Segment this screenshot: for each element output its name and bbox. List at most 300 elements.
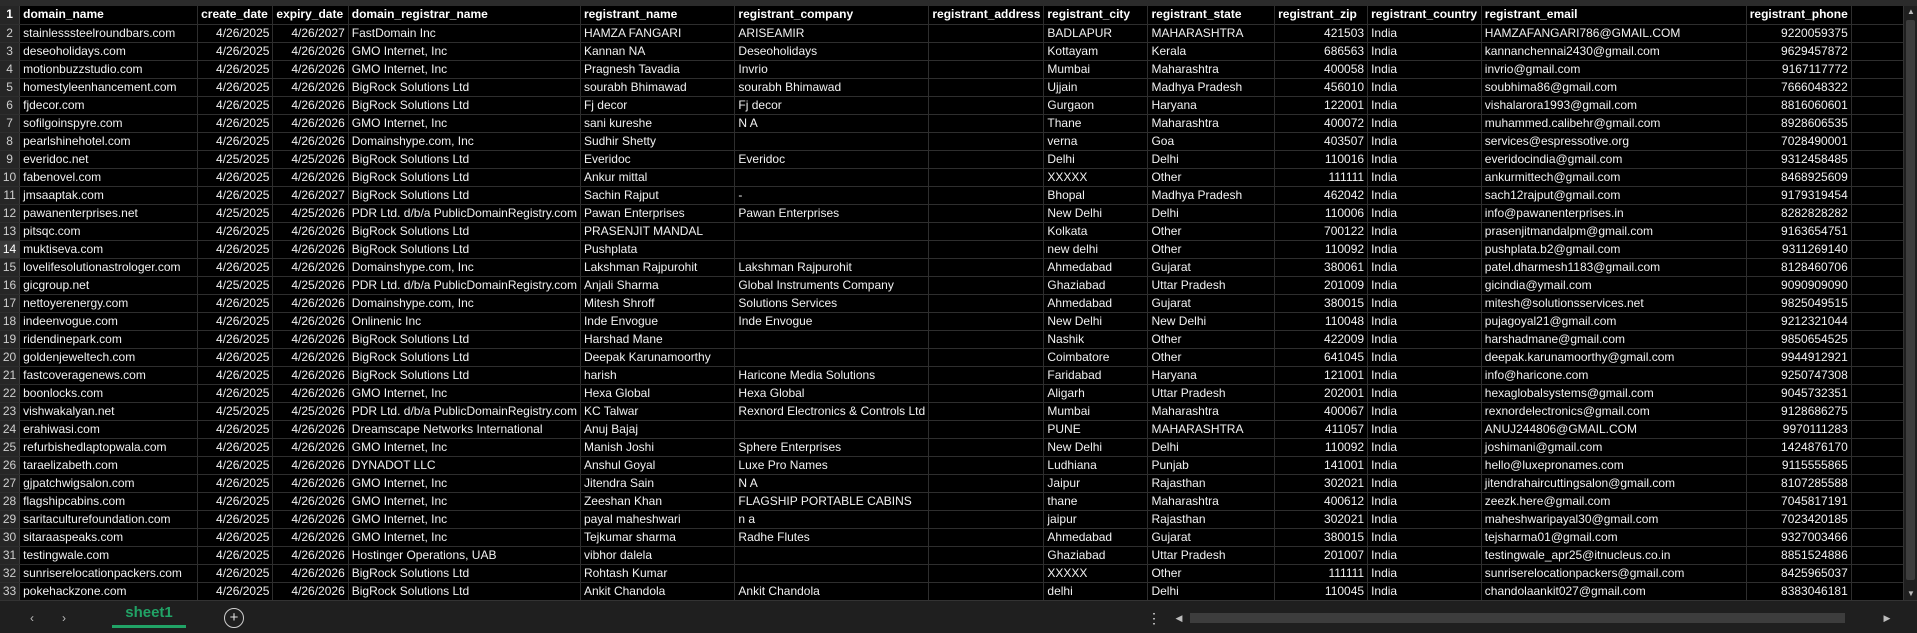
table-cell[interactable]: hello@luxepronames.com [1481,456,1746,474]
table-cell[interactable]: Manish Joshi [580,438,734,456]
table-cell[interactable]: pearlshinehotel.com [20,132,198,150]
table-cell[interactable]: testingwale_apr25@itnucleus.co.in [1481,546,1746,564]
table-cell[interactable]: kannanchennai2430@gmail.com [1481,42,1746,60]
table-cell[interactable]: 8928606535 [1746,114,1851,132]
table-cell[interactable]: Haricone Media Solutions [735,366,929,384]
scroll-left-icon[interactable]: ◀ [1175,613,1183,623]
table-cell[interactable]: Faridabad [1044,366,1148,384]
row-number[interactable]: 8 [0,132,20,150]
row-number[interactable]: 21 [0,366,20,384]
table-cell[interactable]: 1424876170 [1746,438,1851,456]
table-cell[interactable]: everidocindia@gmail.com [1481,150,1746,168]
table-cell[interactable]: gicindia@ymail.com [1481,276,1746,294]
table-cell[interactable]: jitendrahaircuttingsalon@gmail.com [1481,474,1746,492]
row-number[interactable]: 18 [0,312,20,330]
table-cell[interactable]: 9327003466 [1746,528,1851,546]
table-cell[interactable]: Anshul Goyal [580,456,734,474]
table-cell[interactable]: 400067 [1275,402,1368,420]
table-cell[interactable]: Tejkumar sharma [580,528,734,546]
table-cell[interactable]: pujagoyal21@gmail.com [1481,312,1746,330]
table-cell[interactable]: 111111 [1275,168,1368,186]
table-cell[interactable]: Aligarh [1044,384,1148,402]
column-header-cell[interactable]: registrant_company [735,6,929,24]
table-cell[interactable]: patel.dharmesh1183@gmail.com [1481,258,1746,276]
table-cell[interactable]: India [1368,240,1482,258]
row-number[interactable]: 27 [0,474,20,492]
table-cell[interactable]: India [1368,150,1482,168]
table-cell[interactable]: 8282828282 [1746,204,1851,222]
table-cell[interactable]: 4/26/2025 [198,438,273,456]
row-number[interactable]: 10 [0,168,20,186]
table-cell[interactable]: BADLAPUR [1044,24,1148,42]
column-header-cell[interactable]: registrant_state [1148,6,1275,24]
table-cell[interactable] [929,366,1044,384]
table-cell[interactable]: 4/26/2025 [198,456,273,474]
table-cell[interactable]: soubhima86@gmail.com [1481,78,1746,96]
table-cell[interactable]: 9311269140 [1746,240,1851,258]
column-header-cell[interactable]: registrant_country [1368,6,1482,24]
table-cell[interactable]: 8468925609 [1746,168,1851,186]
table-cell[interactable]: India [1368,402,1482,420]
table-cell[interactable]: 380015 [1275,294,1368,312]
table-cell[interactable]: zeezk.here@gmail.com [1481,492,1746,510]
table-cell[interactable] [929,96,1044,114]
table-cell[interactable]: Inde Envogue [580,312,734,330]
table-cell[interactable]: Mumbai [1044,402,1148,420]
table-cell[interactable] [929,528,1044,546]
table-cell[interactable]: 4/26/2026 [273,168,348,186]
table-cell[interactable]: harish [580,366,734,384]
table-cell[interactable]: sitaraaspeaks.com [20,528,198,546]
table-cell[interactable] [929,78,1044,96]
table-cell[interactable]: BigRock Solutions Ltd [348,366,580,384]
table-cell[interactable]: Kottayam [1044,42,1148,60]
table-cell[interactable]: India [1368,276,1482,294]
table-cell[interactable]: 4/26/2025 [198,78,273,96]
table-cell[interactable]: Gujarat [1148,528,1275,546]
table-cell[interactable]: Pragnesh Tavadia [580,60,734,78]
table-cell[interactable] [929,348,1044,366]
table-cell[interactable]: 9970111283 [1746,420,1851,438]
table-cell[interactable]: 700122 [1275,222,1368,240]
table-cell[interactable]: 4/26/2025 [198,582,273,600]
table-cell[interactable]: 121001 [1275,366,1368,384]
table-cell[interactable]: joshimani@gmail.com [1481,438,1746,456]
table-cell[interactable]: India [1368,564,1482,582]
row-number[interactable]: 25 [0,438,20,456]
table-cell[interactable]: 380061 [1275,258,1368,276]
table-cell[interactable]: Hexa Global [735,384,929,402]
table-cell[interactable] [929,474,1044,492]
table-cell[interactable]: goldenjeweltech.com [20,348,198,366]
table-cell[interactable]: sofilgoinspyre.com [20,114,198,132]
table-cell[interactable]: India [1368,528,1482,546]
table-cell[interactable]: Hexa Global [580,384,734,402]
table-cell[interactable]: Pushplata [580,240,734,258]
table-cell[interactable]: Other [1148,222,1275,240]
table-cell[interactable]: Pawan Enterprises [580,204,734,222]
table-cell[interactable]: Ahmedabad [1044,258,1148,276]
table-cell[interactable]: Radhe Flutes [735,528,929,546]
row-number[interactable]: 13 [0,222,20,240]
table-cell[interactable]: invrio@gmail.com [1481,60,1746,78]
table-cell[interactable]: chandolaankit027@gmail.com [1481,582,1746,600]
table-cell[interactable]: 4/26/2027 [273,186,348,204]
table-cell[interactable]: fjdecor.com [20,96,198,114]
table-cell[interactable]: New Delhi [1044,438,1148,456]
table-cell[interactable] [929,240,1044,258]
table-cell[interactable]: 400072 [1275,114,1368,132]
table-cell[interactable]: 4/26/2026 [273,546,348,564]
table-cell[interactable]: 4/26/2025 [198,330,273,348]
table-cell[interactable]: 9163654751 [1746,222,1851,240]
table-cell[interactable]: 400612 [1275,492,1368,510]
table-cell[interactable]: India [1368,42,1482,60]
table-cell[interactable]: 4/26/2025 [198,168,273,186]
table-cell[interactable]: 421503 [1275,24,1368,42]
table-cell[interactable]: GMO Internet, Inc [348,474,580,492]
table-cell[interactable]: Ahmedabad [1044,528,1148,546]
table-cell[interactable]: 4/25/2025 [198,402,273,420]
table-cell[interactable]: 4/26/2026 [273,312,348,330]
table-cell[interactable]: Rajasthan [1148,510,1275,528]
table-cell[interactable]: Madhya Pradesh [1148,186,1275,204]
row-number[interactable]: 11 [0,186,20,204]
row-number[interactable]: 6 [0,96,20,114]
table-cell[interactable]: maheshwaripayal30@gmail.com [1481,510,1746,528]
table-cell[interactable]: 4/26/2025 [198,240,273,258]
table-cell[interactable]: stainlesssteelroundbars.com [20,24,198,42]
row-number[interactable]: 15 [0,258,20,276]
table-cell[interactable]: 9090909090 [1746,276,1851,294]
table-cell[interactable]: India [1368,420,1482,438]
table-cell[interactable]: 4/26/2025 [198,24,273,42]
table-cell[interactable]: 4/26/2025 [198,384,273,402]
table-cell[interactable]: sunriserelocationpackers.com [20,564,198,582]
column-header-cell[interactable]: expiry_date [273,6,348,24]
table-cell[interactable]: delhi [1044,582,1148,600]
table-cell[interactable]: jmsaaptak.com [20,186,198,204]
table-cell[interactable]: India [1368,582,1482,600]
table-cell[interactable]: GMO Internet, Inc [348,492,580,510]
table-cell[interactable]: nettoyerenergy.com [20,294,198,312]
table-cell[interactable]: 302021 [1275,510,1368,528]
table-cell[interactable]: India [1368,492,1482,510]
table-cell[interactable]: BigRock Solutions Ltd [348,330,580,348]
table-cell[interactable]: 4/26/2025 [198,294,273,312]
table-cell[interactable]: 4/26/2025 [198,348,273,366]
table-cell[interactable]: Haryana [1148,366,1275,384]
table-cell[interactable]: Sphere Enterprises [735,438,929,456]
table-cell[interactable]: 122001 [1275,96,1368,114]
table-cell[interactable]: Other [1148,564,1275,582]
table-cell[interactable]: 4/26/2025 [198,96,273,114]
row-number[interactable]: 12 [0,204,20,222]
table-cell[interactable]: Ujjain [1044,78,1148,96]
table-cell[interactable]: India [1368,258,1482,276]
table-cell[interactable]: deseoholidays.com [20,42,198,60]
table-cell[interactable]: 4/26/2026 [273,366,348,384]
table-cell[interactable]: 111111 [1275,564,1368,582]
table-cell[interactable]: lovelifesolutionastrologer.com [20,258,198,276]
table-cell[interactable]: India [1368,348,1482,366]
table-cell[interactable]: Dreamscape Networks International [348,420,580,438]
table-cell[interactable]: testingwale.com [20,546,198,564]
table-cell[interactable] [735,222,929,240]
table-cell[interactable]: thane [1044,492,1148,510]
table-cell[interactable]: Jaipur [1044,474,1148,492]
table-cell[interactable]: 4/26/2025 [198,42,273,60]
row-number[interactable]: 33 [0,582,20,600]
table-cell[interactable]: New Delhi [1044,204,1148,222]
table-cell[interactable]: 7045817191 [1746,492,1851,510]
table-cell[interactable]: 4/26/2027 [273,24,348,42]
table-cell[interactable]: New Delhi [1044,312,1148,330]
table-cell[interactable]: 4/26/2025 [198,186,273,204]
table-cell[interactable]: n a [735,510,929,528]
table-cell[interactable]: info@haricone.com [1481,366,1746,384]
table-cell[interactable]: BigRock Solutions Ltd [348,96,580,114]
table-cell[interactable]: pawanenterprises.net [20,204,198,222]
table-cell[interactable]: India [1368,186,1482,204]
table-cell[interactable]: Kannan NA [580,42,734,60]
table-cell[interactable]: ridendinepark.com [20,330,198,348]
table-cell[interactable]: India [1368,132,1482,150]
table-cell[interactable] [929,204,1044,222]
table-cell[interactable] [929,276,1044,294]
table-cell[interactable]: 4/26/2025 [198,420,273,438]
table-cell[interactable]: XXXXX [1044,168,1148,186]
table-cell[interactable] [929,384,1044,402]
horizontal-scroll-thumb[interactable] [1190,613,1845,623]
table-cell[interactable]: Sudhir Shetty [580,132,734,150]
table-cell[interactable]: 110045 [1275,582,1368,600]
table-cell[interactable]: harshadmane@gmail.com [1481,330,1746,348]
table-cell[interactable]: Delhi [1148,582,1275,600]
table-cell[interactable]: 4/26/2026 [273,438,348,456]
table-cell[interactable]: Rajasthan [1148,474,1275,492]
table-cell[interactable]: 4/26/2026 [273,348,348,366]
table-cell[interactable]: 4/25/2026 [273,276,348,294]
table-cell[interactable]: deepak.karunamoorthy@gmail.com [1481,348,1746,366]
table-cell[interactable]: 4/26/2026 [273,240,348,258]
table-cell[interactable]: Haryana [1148,96,1275,114]
table-cell[interactable] [929,330,1044,348]
table-cell[interactable]: MAHARASHTRA [1148,24,1275,42]
table-cell[interactable]: India [1368,78,1482,96]
column-header-cell[interactable]: registrant_address [929,6,1044,24]
table-cell[interactable]: 4/26/2026 [273,78,348,96]
table-cell[interactable] [735,348,929,366]
table-cell[interactable]: India [1368,474,1482,492]
table-cell[interactable]: pushplata.b2@gmail.com [1481,240,1746,258]
table-cell[interactable] [929,24,1044,42]
table-cell[interactable]: N A [735,474,929,492]
table-cell[interactable]: GMO Internet, Inc [348,528,580,546]
table-cell[interactable]: Fj decor [580,96,734,114]
row-number[interactable]: 14 [0,240,20,258]
chevron-right-icon[interactable]: › [62,611,66,625]
table-cell[interactable]: Sachin Rajput [580,186,734,204]
table-cell[interactable]: muhammed.calibehr@gmail.com [1481,114,1746,132]
table-cell[interactable]: BigRock Solutions Ltd [348,186,580,204]
table-cell[interactable]: sourabh Bhimawad [735,78,929,96]
table-cell[interactable]: 380015 [1275,528,1368,546]
table-cell[interactable]: Coimbatore [1044,348,1148,366]
table-cell[interactable]: Uttar Pradesh [1148,276,1275,294]
table-cell[interactable]: 8107285588 [1746,474,1851,492]
table-cell[interactable]: Rohtash Kumar [580,564,734,582]
table-cell[interactable]: 456010 [1275,78,1368,96]
table-cell[interactable]: pitsqc.com [20,222,198,240]
table-cell[interactable]: 4/26/2025 [198,60,273,78]
table-cell[interactable]: 462042 [1275,186,1368,204]
column-header-cell[interactable]: domain_registrar_name [348,6,580,24]
table-cell[interactable]: 8425965037 [1746,564,1851,582]
table-cell[interactable]: PDR Ltd. d/b/a PublicDomainRegistry.com [348,402,580,420]
table-cell[interactable]: new delhi [1044,240,1148,258]
horizontal-scrollbar[interactable] [1170,610,1900,626]
table-cell[interactable]: Fj decor [735,96,929,114]
table-cell[interactable]: 9212321044 [1746,312,1851,330]
table-cell[interactable]: Kolkata [1044,222,1148,240]
table-cell[interactable]: 9128686275 [1746,402,1851,420]
table-cell[interactable]: 9944912921 [1746,348,1851,366]
table-cell[interactable] [929,132,1044,150]
row-number[interactable]: 26 [0,456,20,474]
table-cell[interactable]: India [1368,24,1482,42]
column-header-cell[interactable]: create_date [198,6,273,24]
table-cell[interactable]: Delhi [1044,150,1148,168]
table-cell[interactable]: 4/26/2025 [198,510,273,528]
table-cell[interactable]: ANUJ244806@GMAIL.COM [1481,420,1746,438]
table-cell[interactable]: PDR Ltd. d/b/a PublicDomainRegistry.com [348,204,580,222]
table-cell[interactable]: Gujarat [1148,294,1275,312]
table-cell[interactable]: rexnordelectronics@gmail.com [1481,402,1746,420]
table-cell[interactable]: fabenovel.com [20,168,198,186]
table-cell[interactable]: - [735,186,929,204]
table-cell[interactable]: 9167117772 [1746,60,1851,78]
table-cell[interactable]: Luxe Pro Names [735,456,929,474]
vertical-scrollbar[interactable] [1903,6,1917,600]
table-cell[interactable]: India [1368,330,1482,348]
table-cell[interactable]: 4/26/2025 [198,528,273,546]
table-cell[interactable]: sunriserelocationpackers@gmail.com [1481,564,1746,582]
table-cell[interactable]: Domainshype.com, Inc [348,258,580,276]
table-cell[interactable]: 9312458485 [1746,150,1851,168]
table-cell[interactable]: Invrio [735,60,929,78]
table-cell[interactable]: 4/26/2026 [273,330,348,348]
table-cell[interactable]: refurbishedlaptopwala.com [20,438,198,456]
column-header-cell[interactable]: registrant_zip [1275,6,1368,24]
table-cell[interactable]: Nashik [1044,330,1148,348]
table-cell[interactable] [929,438,1044,456]
table-cell[interactable]: 302021 [1275,474,1368,492]
table-cell[interactable]: XXXXX [1044,564,1148,582]
table-cell[interactable]: 4/26/2026 [273,582,348,600]
table-cell[interactable] [929,456,1044,474]
table-cell[interactable]: Jitendra Sain [580,474,734,492]
table-cell[interactable] [929,492,1044,510]
table-cell[interactable]: gjpatchwigsalon.com [20,474,198,492]
table-cell[interactable] [929,258,1044,276]
table-cell[interactable]: 4/26/2026 [273,294,348,312]
row-number[interactable]: 32 [0,564,20,582]
table-cell[interactable]: boonlocks.com [20,384,198,402]
table-cell[interactable]: Domainshype.com, Inc [348,294,580,312]
table-cell[interactable]: motionbuzzstudio.com [20,60,198,78]
table-cell[interactable] [735,168,929,186]
table-cell[interactable]: India [1368,96,1482,114]
table-cell[interactable]: 9045732351 [1746,384,1851,402]
scroll-right-icon[interactable]: ▶ [1883,613,1891,623]
table-cell[interactable]: indeenvogue.com [20,312,198,330]
table-cell[interactable]: 4/26/2025 [198,114,273,132]
table-cell[interactable]: tejsharma01@gmail.com [1481,528,1746,546]
row-number[interactable]: 28 [0,492,20,510]
table-cell[interactable]: Mitesh Shroff [580,294,734,312]
row-number[interactable]: 29 [0,510,20,528]
table-cell[interactable]: services@espressotive.org [1481,132,1746,150]
table-cell[interactable] [929,420,1044,438]
table-cell[interactable] [735,132,929,150]
table-cell[interactable]: 422009 [1275,330,1368,348]
table-cell[interactable]: Rexnord Electronics & Controls Ltd [735,402,929,420]
table-cell[interactable]: HAMZAFANGARI786@GMAIL.COM [1481,24,1746,42]
row-number[interactable]: 23 [0,402,20,420]
table-cell[interactable]: 4/25/2025 [198,150,273,168]
table-cell[interactable]: verna [1044,132,1148,150]
table-cell[interactable]: GMO Internet, Inc [348,438,580,456]
table-cell[interactable]: India [1368,312,1482,330]
table-cell[interactable]: Hostinger Operations, UAB [348,546,580,564]
table-cell[interactable] [929,186,1044,204]
table-cell[interactable]: Other [1148,348,1275,366]
table-cell[interactable]: Deepak Karunamoorthy [580,348,734,366]
table-cell[interactable]: Other [1148,168,1275,186]
table-cell[interactable]: India [1368,114,1482,132]
table-cell[interactable]: 411057 [1275,420,1368,438]
table-cell[interactable]: 4/26/2026 [273,510,348,528]
table-cell[interactable]: India [1368,294,1482,312]
table-cell[interactable]: payal maheshwari [580,510,734,528]
table-cell[interactable] [735,420,929,438]
table-cell[interactable]: Ankit Chandola [735,582,929,600]
row-number[interactable]: 19 [0,330,20,348]
table-cell[interactable]: 9250747308 [1746,366,1851,384]
table-cell[interactable]: 4/25/2026 [273,204,348,222]
table-cell[interactable]: Ludhiana [1044,456,1148,474]
table-cell[interactable]: 9115555865 [1746,456,1851,474]
table-cell[interactable]: vishalarora1993@gmail.com [1481,96,1746,114]
table-cell[interactable]: sourabh Bhimawad [580,78,734,96]
row-number[interactable]: 5 [0,78,20,96]
table-cell[interactable]: Maharashtra [1148,60,1275,78]
table-cell[interactable] [929,294,1044,312]
table-cell[interactable]: info@pawanenterprises.in [1481,204,1746,222]
table-cell[interactable]: Maharashtra [1148,492,1275,510]
table-cell[interactable]: Harshad Mane [580,330,734,348]
table-cell[interactable]: India [1368,60,1482,78]
table-cell[interactable]: BigRock Solutions Ltd [348,168,580,186]
table-cell[interactable]: Goa [1148,132,1275,150]
table-cell[interactable]: N A [735,114,929,132]
table-cell[interactable]: Delhi [1148,150,1275,168]
table-cell[interactable]: 4/26/2026 [273,42,348,60]
table-cell[interactable]: homestyleenhancement.com [20,78,198,96]
table-cell[interactable]: Lakshman Rajpurohit [735,258,929,276]
tab-sheet1[interactable]: sheet1 [112,601,186,628]
